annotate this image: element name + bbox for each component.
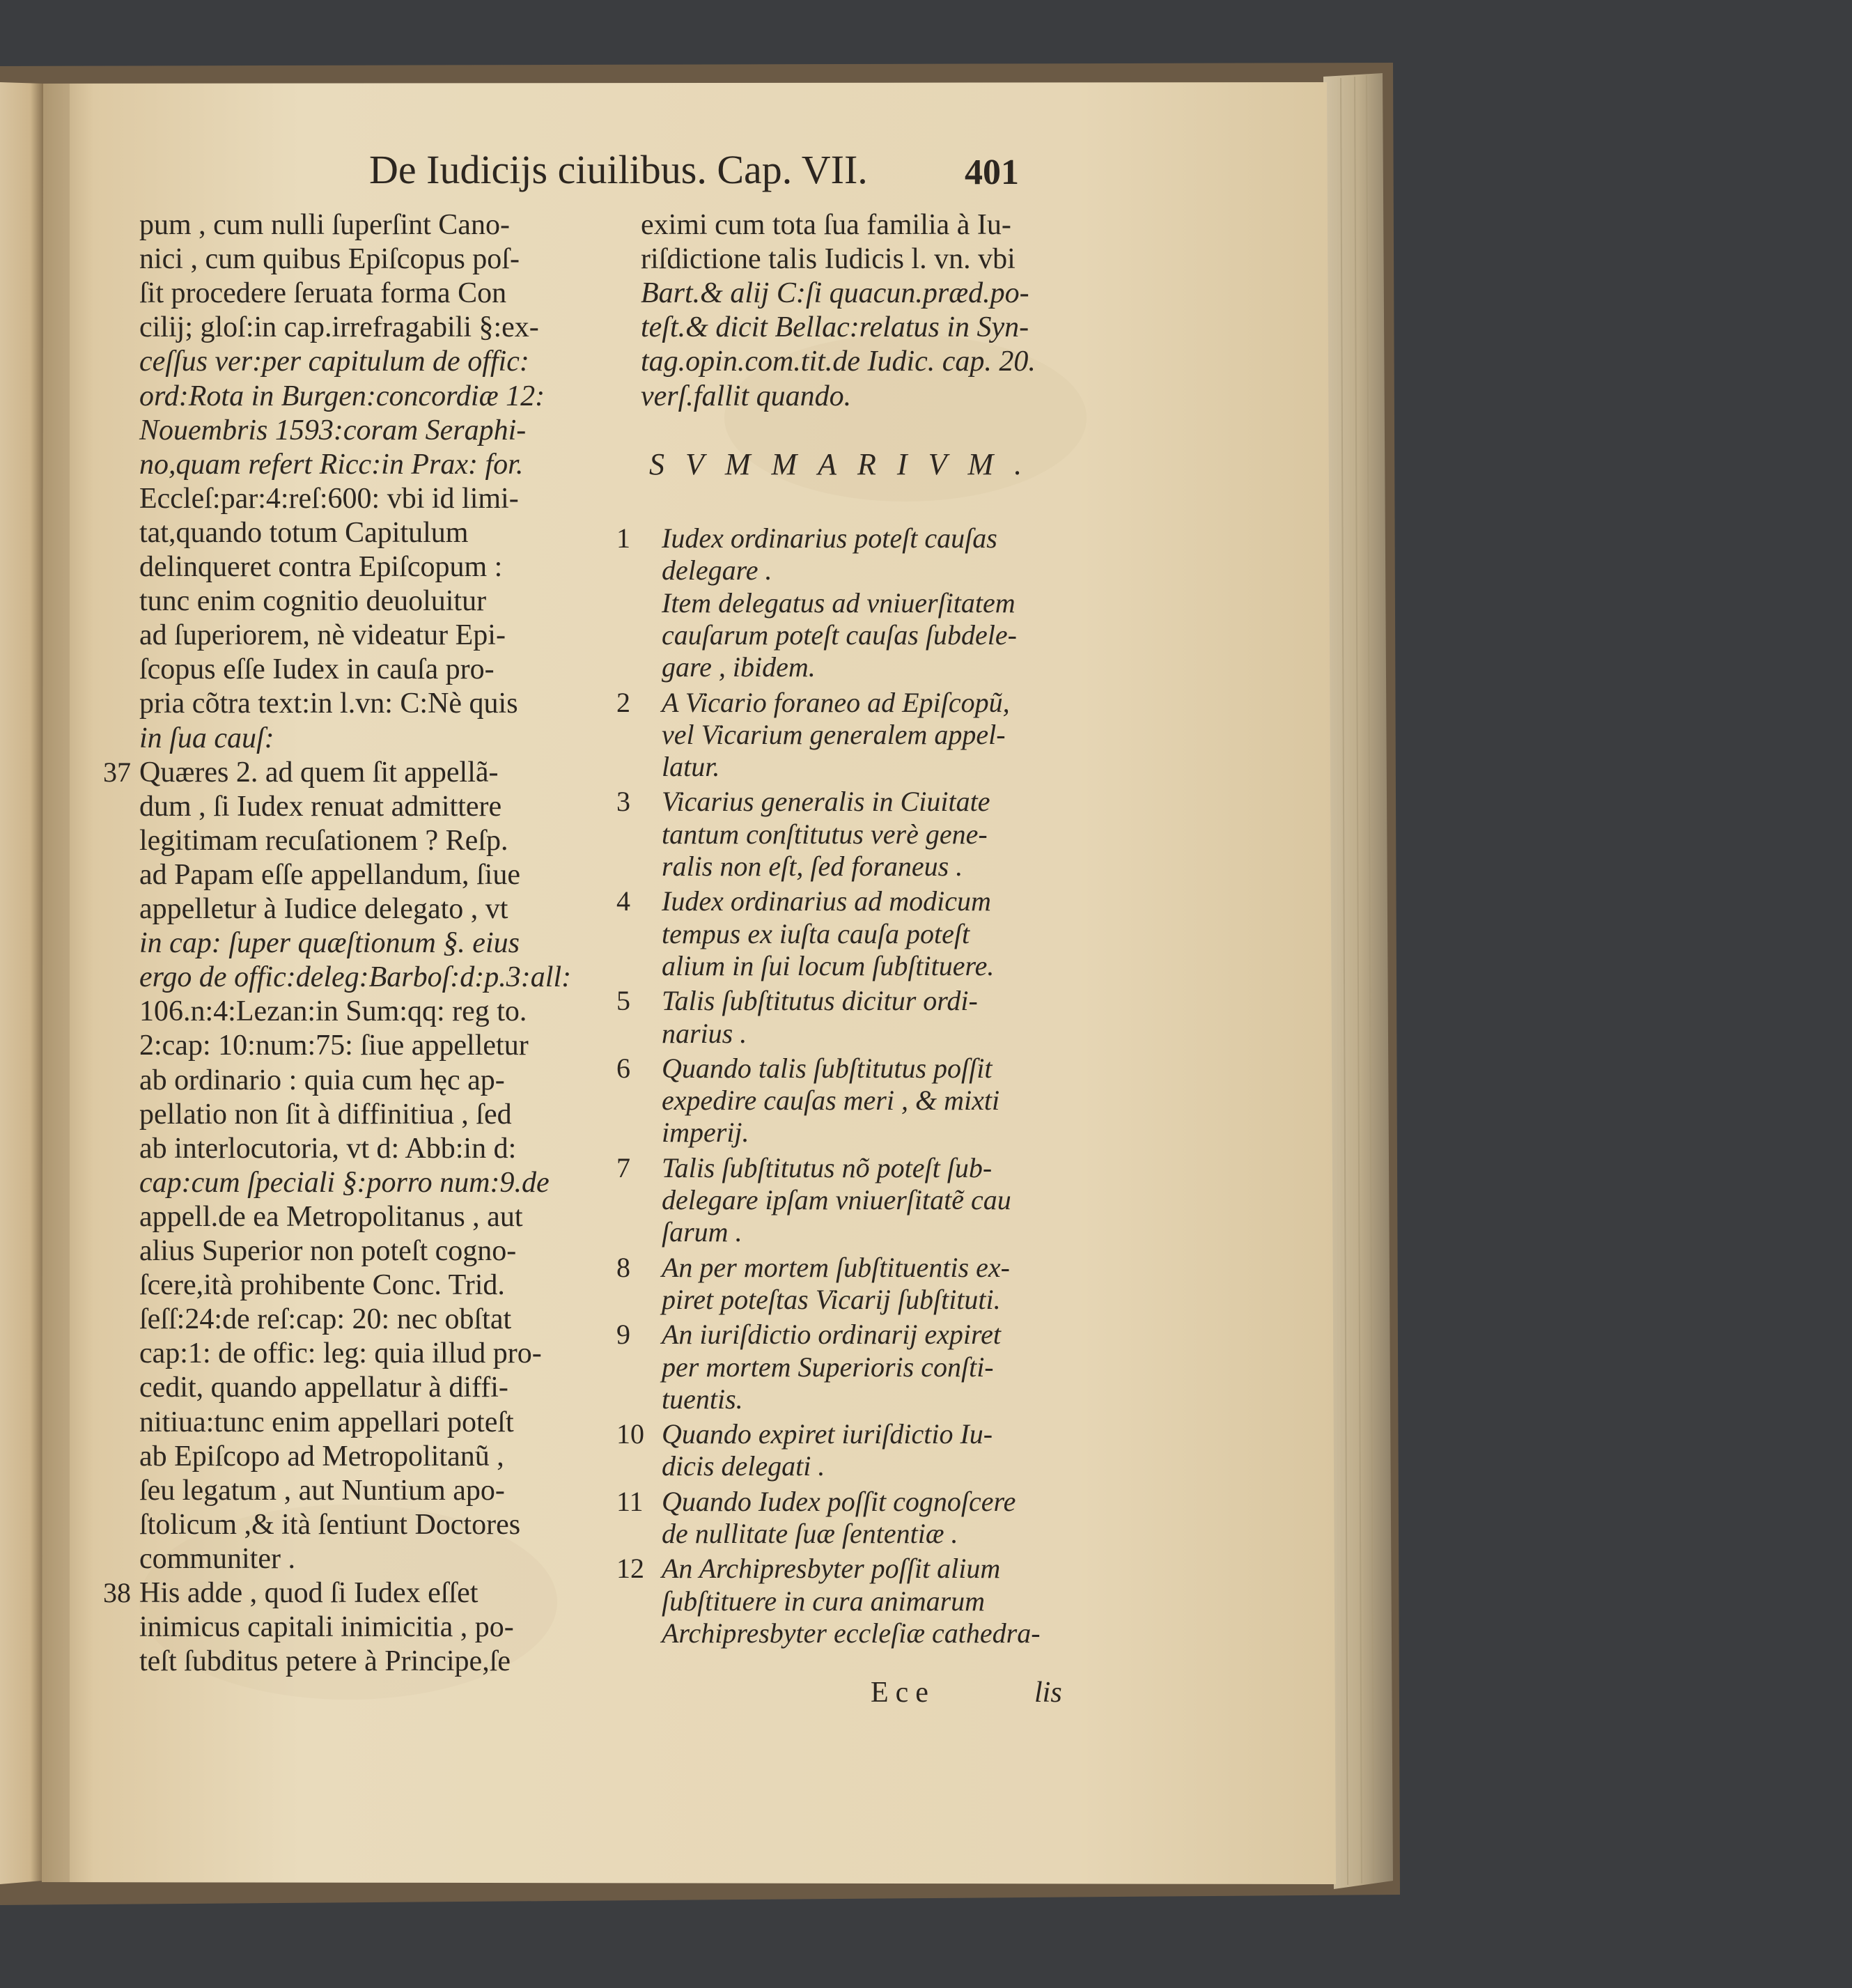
- summary-line: An per mortem ſubſtituentis ex-: [662, 1251, 1010, 1283]
- summary-line: de nullitate ſuæ ſententiæ .: [662, 1518, 958, 1549]
- text-line: in cap: ſuper quæſtionum §. eius: [139, 927, 520, 960]
- text-line: ad Papam eſſe appellandum, ſiue: [139, 858, 520, 891]
- text-line: cap:cum ſpeciali §:porro num:9.de: [139, 1166, 550, 1199]
- summary-line: Quando talis ſubſtitutus poſſit: [662, 1052, 993, 1084]
- summary-line: Talis ſubſtitutus dicitur ordi-: [662, 985, 978, 1017]
- summary-line: tuentis.: [662, 1383, 743, 1415]
- summary-line: ralis non eſt, ſed foraneus .: [662, 851, 963, 882]
- summary-line: Quando expiret iuriſdictio Iu-: [662, 1418, 993, 1450]
- summary-number: 3: [616, 786, 630, 818]
- summary-line: ſubſtituere in cura animarum: [662, 1585, 986, 1617]
- summary-line: Vicarius generalis in Ciuitate: [662, 786, 990, 818]
- text-line: ord:Rota in Burgen:concordiæ 12:: [139, 380, 545, 412]
- summary-line: narius .: [662, 1017, 747, 1049]
- text-line: ſeſſ:24:de reſ:cap: 20: nec obſtat: [139, 1303, 512, 1336]
- signature-mark: Ece: [871, 1677, 935, 1709]
- summary-line: gare , ibidem.: [662, 651, 816, 683]
- summary-line: Talis ſubſtitutus nõ poteſt ſub-: [662, 1151, 993, 1183]
- summary-line: expedire cauſas meri , & mixti: [662, 1085, 1000, 1117]
- text-line: teſt ſubditus petere à Principe,ſe: [139, 1645, 511, 1678]
- summary-number: 4: [616, 885, 630, 917]
- summary-line: Iudex ordinarius ad modicum: [662, 885, 991, 917]
- summary-number: 10: [616, 1418, 644, 1450]
- summary-line: vel Vicarium generalem appel-: [662, 718, 1006, 750]
- summary-line: delegare .: [662, 554, 772, 587]
- text-line: eximi cum tota ſua familia à Iu-: [641, 209, 1011, 241]
- text-line: ſtolicum ,& ità ſentiunt Doctores: [139, 1508, 521, 1541]
- summary-number: 2: [616, 686, 630, 718]
- summary-line: ſarum .: [662, 1216, 742, 1248]
- summary-line: piret poteſtas Vicarij ſubſtituti.: [662, 1283, 1001, 1315]
- text-line: Nouembris 1593:coram Seraphi-: [139, 414, 527, 446]
- text-line: delinqueret contra Epiſcopum :: [139, 551, 503, 583]
- text-line: ergo de offic:deleg:Barboſ:d:p.3:all:: [139, 961, 572, 994]
- summary-line: Iudex ordinarius poteſt cauſas: [662, 522, 997, 554]
- text-line: Quæres 2. ad quem ſit appellã-: [139, 756, 499, 789]
- text-line: pria cõtra text:in l.vn: C:Nè quis: [139, 688, 518, 720]
- summary-number: 12: [616, 1553, 644, 1585]
- text-line: tunc enim cognitio deuoluitur: [139, 585, 487, 618]
- summary-number: 1: [616, 522, 630, 554]
- text-line: tag.opin.com.tit.de Iudic. cap. 20.: [641, 345, 1036, 378]
- summary-line: An Archipresbyter poſſit alium: [662, 1553, 1001, 1585]
- text-line: pum , cum nulli ſuperſint Cano-: [139, 209, 510, 241]
- summary-line: cauſarum poteſt cauſas ſubdele-: [662, 619, 1017, 651]
- summary-number: 7: [616, 1151, 630, 1183]
- text-line: pellatio non ſit à diffinitiua , ſed: [139, 1098, 512, 1131]
- text-line: appelletur à Iudice delegato , vt: [139, 893, 508, 925]
- text-line: ſeu legatum , aut Nuntium apo-: [139, 1474, 505, 1507]
- summary-line: Item delegatus ad vniuerſitatem: [662, 587, 1016, 619]
- text-line: nici , cum quibus Epiſcopus poſ-: [139, 243, 520, 276]
- summary-number: 5: [616, 985, 630, 1017]
- margin-number: 38: [103, 1577, 131, 1608]
- summary-line: A Vicario foraneo ad Epiſcopũ,: [662, 686, 1010, 718]
- text-line: tat,quando totum Capitulum: [139, 516, 469, 549]
- margin-number: 37: [103, 756, 131, 788]
- summary-number: 9: [616, 1319, 630, 1351]
- summary-line: per mortem Superioris conſti-: [662, 1351, 994, 1383]
- text-line: His adde , quod ſi Iudex eſſet: [139, 1577, 478, 1609]
- summary-line: tempus ex iuſta cauſa poteſt: [662, 917, 970, 949]
- summary-line: An iuriſdictio ordinarij expiret: [662, 1319, 1001, 1351]
- summary-number: 8: [616, 1251, 630, 1283]
- text-line: 2:cap: 10:num:75: ſiue appelletur: [139, 1030, 529, 1062]
- summary-line: alium in ſui locum ſubſtituere.: [662, 949, 995, 981]
- text-line: ab Epiſcopo ad Metropolitanũ ,: [139, 1440, 504, 1473]
- text-line: ſcere,ità prohibente Conc. Trid.: [139, 1269, 505, 1302]
- text-line: nitiua:tunc enim appellari poteſt: [139, 1406, 514, 1438]
- text-line: cap:1: de offic: leg: quia illud pro-: [139, 1337, 542, 1370]
- text-line: ceſſus ver:per capitulum de offic:: [139, 345, 529, 378]
- text-line: legitimam recuſationem ? Reſp.: [139, 824, 508, 857]
- text-line: ſit procedere ſeruata forma Con: [139, 277, 507, 310]
- text-line: ab ordinario : quia cum hęc ap-: [139, 1064, 505, 1096]
- summary-line: delegare ipſam vniuerſitatẽ cau: [662, 1184, 1011, 1216]
- text-line: teſt.& dicit Bellac:relatus in Syn-: [641, 311, 1029, 344]
- text-line: dum , ſi Iudex renuat admittere: [139, 790, 502, 823]
- summary-line: tantum conſtitutus verè gene-: [662, 818, 988, 850]
- summary-line: dicis delegati .: [662, 1450, 825, 1482]
- text-line: inimicus capitali inimicitia , po-: [139, 1611, 514, 1644]
- text-line: alius Superior non poteſt cogno-: [139, 1235, 517, 1267]
- text-line: cedit, quando appellatur à diffi-: [139, 1372, 508, 1404]
- text-line: Eccleſ:par:4:reſ:600: vbi id limi-: [139, 482, 519, 515]
- text-line: no,quam refert Ricc:in Prax: for.: [139, 448, 524, 481]
- summary-line: imperij.: [662, 1117, 749, 1149]
- text-line: 106.n:4:Lezan:in Sum:qq: reg to.: [139, 995, 527, 1028]
- summary-number: 11: [616, 1485, 644, 1517]
- running-head: De Iudicijs ciuilibus. Cap. VII.: [369, 147, 868, 192]
- text-line: riſdictione talis Iudicis l. vn. vbi: [641, 243, 1016, 276]
- summary-line: latur.: [662, 751, 720, 783]
- catchword: lis: [1034, 1677, 1062, 1709]
- text-line: in ſua cauſ:: [139, 722, 274, 754]
- text-line: ſcopus eſſe Iudex in cauſa pro-: [139, 653, 495, 686]
- text-line: ad ſuperiorem, nè videatur Epi-: [139, 619, 506, 652]
- text-line: verſ.fallit quando.: [641, 380, 852, 412]
- page-number: 401: [965, 153, 1019, 192]
- summary-line: Quando Iudex poſſit cognoſcere: [662, 1485, 1016, 1517]
- summary-number: 6: [616, 1052, 630, 1084]
- text-line: communiter .: [139, 1542, 295, 1575]
- summary-heading: SVMMARIVM.: [649, 447, 1043, 481]
- text-line: cilij; gloſ:in cap.irrefragabili §:ex-: [139, 311, 539, 344]
- text-line: appell.de ea Metropolitanus , aut: [139, 1200, 523, 1233]
- text-line: Bart.& alij C:ſi quacun.præd.po-: [641, 277, 1029, 310]
- summary-line: Archipresbyter eccleſiæ cathedra-: [662, 1617, 1041, 1649]
- text-line: ab interlocutoria, vt d: Abb:in d:: [139, 1132, 517, 1165]
